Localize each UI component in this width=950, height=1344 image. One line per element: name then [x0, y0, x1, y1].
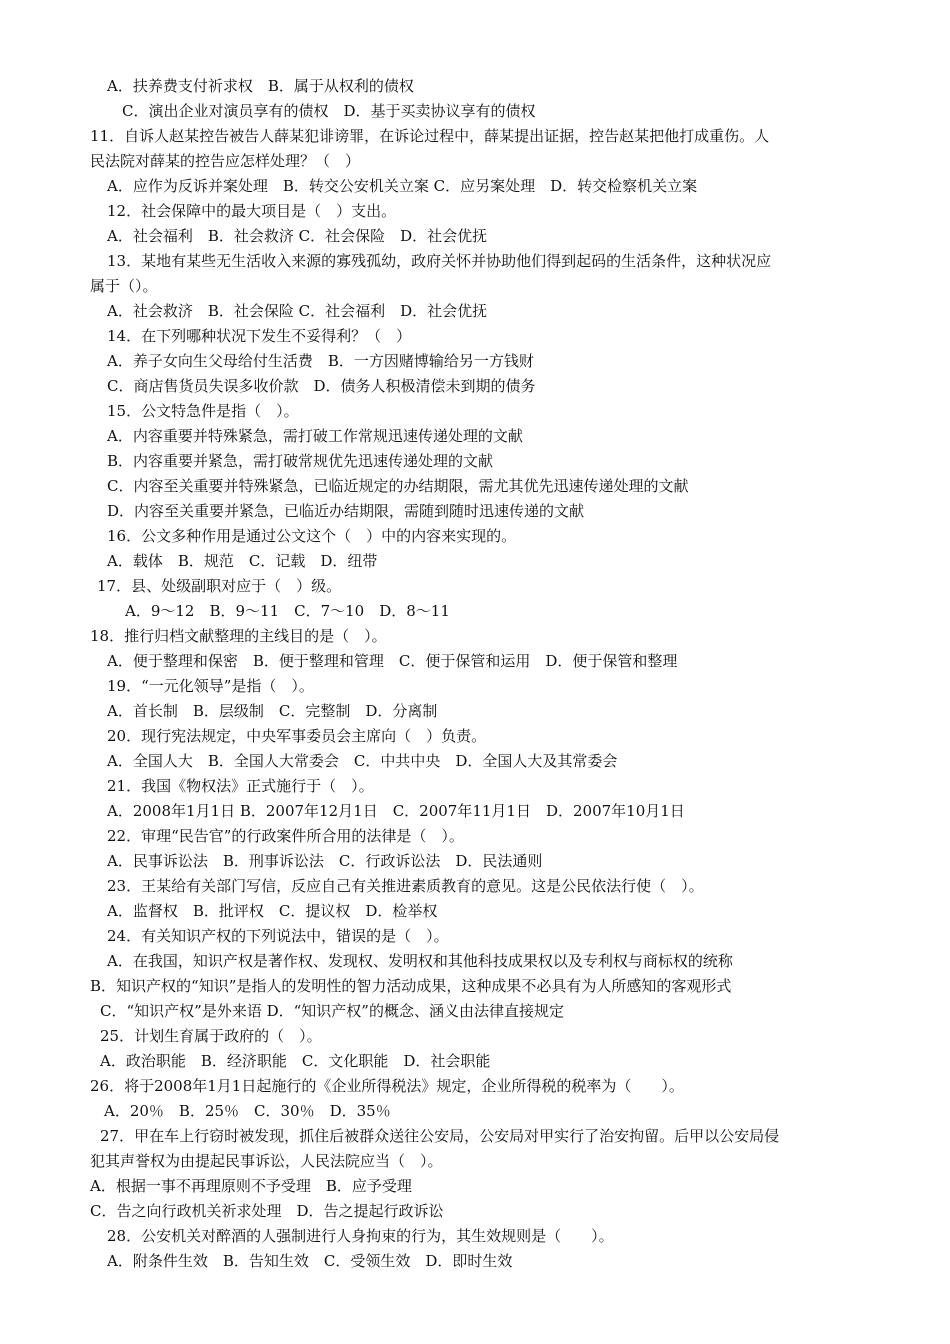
- text-line: 12．社会保障中的最大项目是（ ）支出。: [107, 202, 397, 220]
- text-line: 19．“一元化领导”是指（ ）。: [107, 677, 314, 695]
- text-line: A．政治职能 B．经济职能 C．文化职能 D．社会职能: [100, 1052, 491, 1070]
- text-line: 25．计划生育属于政府的（ ）。: [100, 1027, 322, 1045]
- text-line: D．内容至关重要并紧急，已临近办结期限，需随到随时迅速传递的文献: [107, 502, 585, 520]
- text-line: 18．推行归档文献整理的主线目的是（ ）。: [90, 627, 387, 645]
- text-line: 16．公文多种作用是通过公文这个（ ）中的内容来实现的。: [107, 527, 517, 545]
- text-line: 民法院对薛某的控告应怎样处理？（ ）: [90, 152, 361, 170]
- text-line: A．监督权 B．批评权 C．提议权 D．检举权: [107, 902, 438, 920]
- text-line: A．社会救济 B．社会保险 C．社会福利 D．社会优抚: [107, 302, 488, 320]
- text-line: 28．公安机关对醉酒的人强制进行人身拘束的行为，其生效规则是（ ）。: [107, 1227, 614, 1245]
- text-line: 23．王某给有关部门写信，反应自己有关推进素质教育的意见。这是公民依法行使（ ）。: [107, 877, 704, 895]
- text-line: A．民事诉讼法 B．刑事诉讼法 C．行政诉讼法 D．民法通则: [107, 852, 543, 870]
- text-line: A．根据一事不再理原则不予受理 B．应予受理: [90, 1177, 412, 1195]
- text-line: 17．县、处级副职对应于（ ）级。: [97, 577, 342, 595]
- text-line: A．附条件生效 B．告知生效 C．受领生效 D．即时生效: [107, 1252, 513, 1270]
- text-line: B．内容重要并紧急，需打破常规优先迅速传递处理的文献: [107, 452, 494, 470]
- text-line: 15．公文特急件是指（ ）。: [107, 402, 299, 420]
- text-line: B．知识产权的“知识”是指人的发明性的智力活动成果，这种成果不必具有为人所感知的客观形式: [90, 977, 732, 995]
- text-line: A．内容重要并特殊紧急，需打破工作常规迅速传递处理的文献: [107, 427, 523, 445]
- text-line: A．载体 B．规范 C．记载 D．纽带: [107, 552, 378, 570]
- text-line: A．应作为反诉并案处理 B．转交公安机关立案 C．应另案处理 D．转交检察机关立案: [107, 177, 698, 195]
- text-line: A．首长制 B．层级制 C．完整制 D．分离制: [107, 702, 438, 720]
- text-line: 24．有关知识产权的下列说法中，错误的是（ ）。: [107, 927, 449, 945]
- text-line: A．养子女向生父母给付生活费 B．一方因赌博输给另一方钱财: [107, 352, 534, 370]
- text-line: 14．在下列哪种状况下发生不妥得利？（ ）: [107, 327, 412, 345]
- text-line: A．便于整理和保密 B．便于整理和管理 C．便于保管和运用 D．便于保管和整理: [107, 652, 678, 670]
- text-line: 犯其声誉权为由提起民事诉讼，人民法院应当（ ）。: [90, 1152, 443, 1170]
- text-line: 20．现行宪法规定，中央军事委员会主席向（ ）负责。: [107, 727, 487, 745]
- text-line: A．在我国，知识产权是著作权、发现权、发明权和其他科技成果权以及专利权与商标权的统称: [107, 952, 733, 970]
- text-line: 21．我国《物权法》正式施行于（ ）。: [107, 777, 374, 795]
- text-line: 13．某地有某些无生活收入来源的寡残孤幼，政府关怀并协助他们得到起码的生活条件，这种状况应: [107, 252, 772, 270]
- text-line: C．内容至关重要并特殊紧急，已临近规定的办结期限，需尤其优先迅速传递处理的文献: [107, 477, 689, 495]
- text-line: A．2008年1月1日 B．2007年12月1日 C．2007年11月1日 D．2007年10月1日: [107, 802, 685, 820]
- text-line: 属于（）。: [90, 277, 158, 295]
- text-line: A．社会福利 B．社会救济 C．社会保险 D．社会优抚: [107, 227, 488, 245]
- text-line: A．全国人大 B．全国人大常委会 C．中共中央 D．全国人大及其常委会: [107, 752, 618, 770]
- text-line: 26．将于2008年1月1日起施行的《企业所得税法》规定，企业所得税的税率为（ ）。: [90, 1077, 684, 1095]
- text-line: C．告之向行政机关祈求处理 D．告之提起行政诉讼: [90, 1202, 444, 1220]
- text-line: 27．甲在车上行窃时被发现，抓住后被群众送往公安局，公安局对甲实行了治安拘留。后甲以公安局侵: [100, 1127, 780, 1145]
- text-line: A．扶养费支付祈求权 B．属于从权利的债权: [107, 77, 414, 95]
- text-line: A．20％ B．25％ C．30％ D．35％: [104, 1102, 391, 1120]
- text-line: 11．自诉人赵某控告被告人薛某犯诽谤罪，在诉论过程中，薛某提出证据，控告赵某把他打成重伤。人: [90, 127, 770, 145]
- text-line: C．演出企业对演员享有的债权 D．基于买卖协议享有的债权: [122, 102, 536, 120]
- text-line: C．“知识产权”是外来语 D．“知识产权”的概念、涵义由法律直接规定: [100, 1002, 564, 1020]
- text-line: 22．审理“民告官”的行政案件所合用的法律是（ ）。: [107, 827, 464, 845]
- text-line: C．商店售货员失误多收价款 D．债务人积极清偿未到期的债务: [107, 377, 536, 395]
- text-line: A．9～12 B．9～11 C．7～10 D．8～11: [125, 602, 450, 620]
